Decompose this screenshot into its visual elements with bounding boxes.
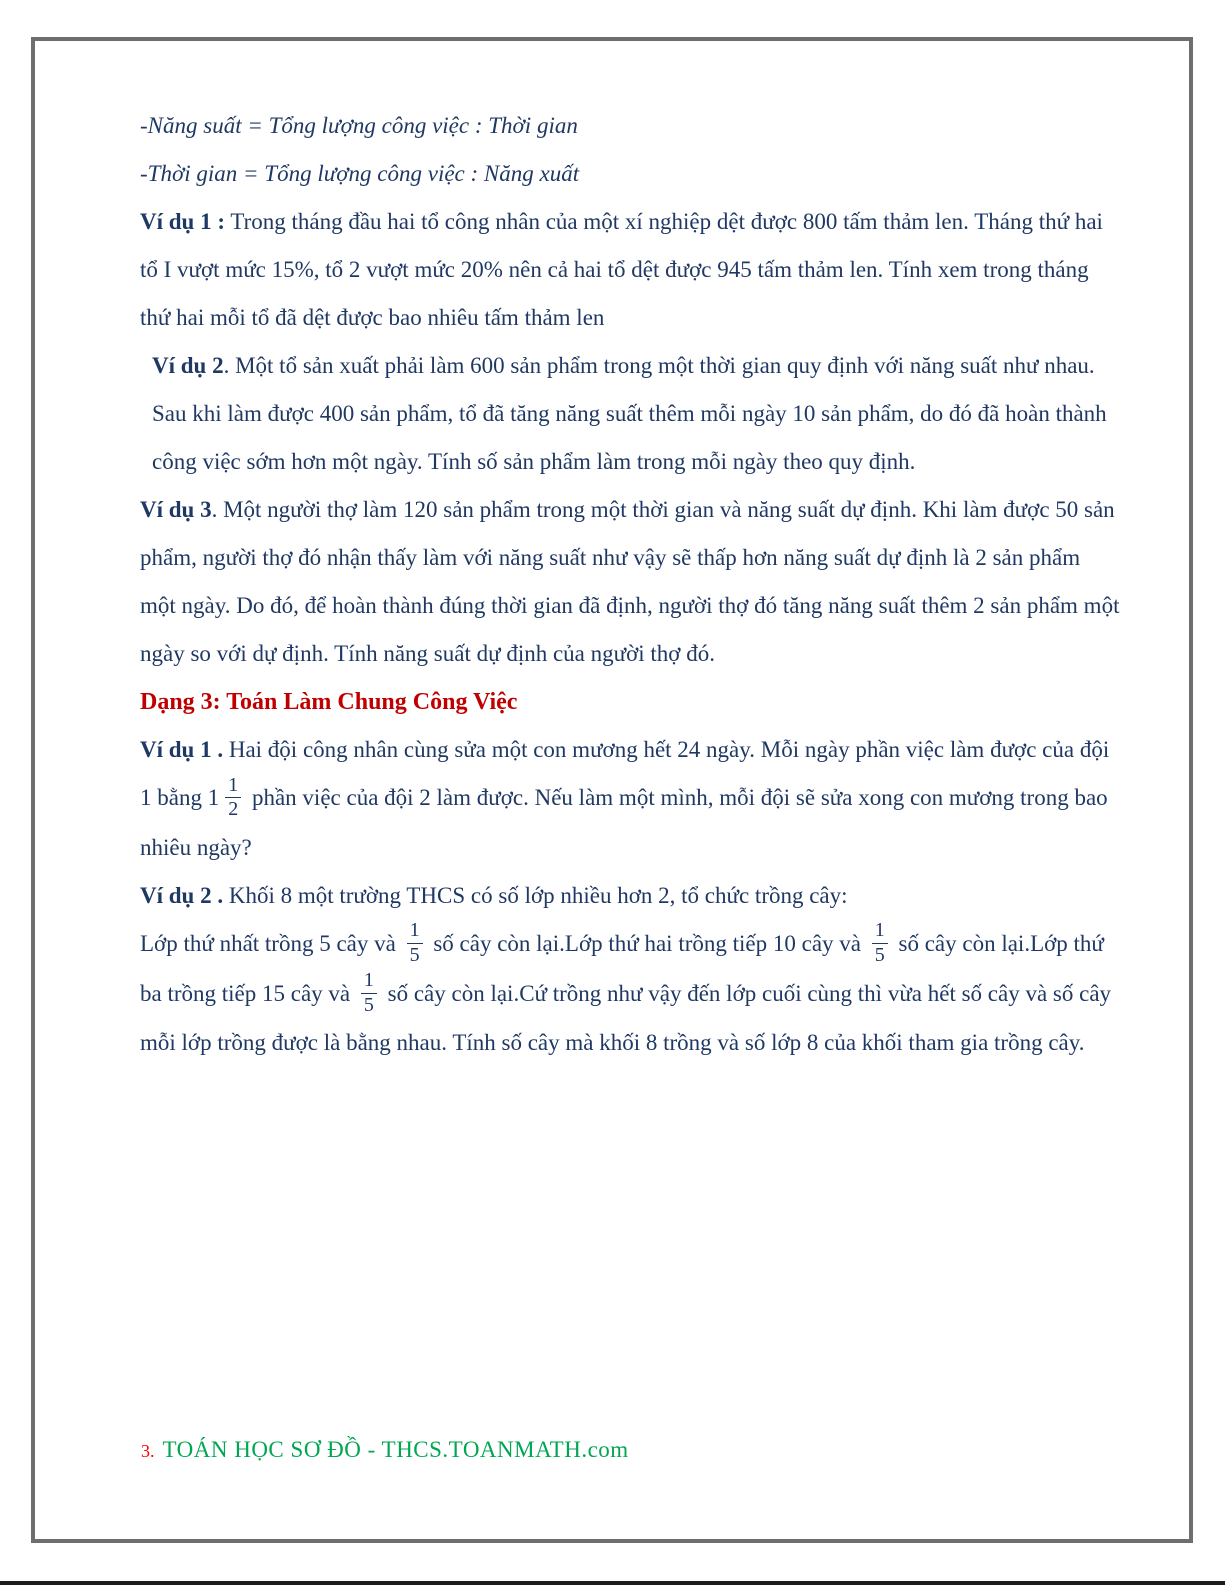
example-2-text: . Một tổ sản xuất phải làm 600 sản phẩm trong một thời gian quy định với năng suất như nhau. Sau khi làm được 400 sản phẩm, tổ đã tăng năng suất thêm mỗi ngày 10 sản phẩm, do đó đã hoàn thành công việc sớm hơn một ngày. Tính số sản phẩm làm trong mỗi ngày theo quy định. xyxy=(152,353,1107,474)
example-1-text: Trong tháng đầu hai tổ công nhân của một xí nghiệp dệt được 800 tấm thảm len. Tháng thứ hai tổ I vượt mức 15%, tổ 2 vượt mức 20% nên cả hai tổ dệt được 945 tấm thảm len. Tính xem trong tháng thứ hai mỗi tổ đã dệt được bao nhiêu tấm thảm len xyxy=(140,209,1103,330)
screenshot-bottom-edge-line xyxy=(0,1581,1225,1585)
footer-page-number: 3. xyxy=(141,1441,155,1461)
fraction-one-fifth xyxy=(407,919,423,967)
section3-example-2-seg4: số cây còn lại.Cứ trồng như vậy đến lớp cuối cùng thì vừa hết số cây và số cây mỗi lớp trồng được là bằng nhau. Tính số cây mà khối 8 trồng và số lớp 8 của khối tham gia trồng cây. xyxy=(140,980,1112,1056)
fraction-one-half xyxy=(225,774,241,822)
paragraph-example-1 xyxy=(140,198,1120,342)
section-3-heading: Dạng 3: Toán Làm Chung Công Việc xyxy=(140,689,518,715)
example-3-text: . Một người thợ làm 120 sản phẩm trong một thời gian và năng suất dự định. Khi làm được 50 sản phẩm, người thợ đó nhận thấy làm với năng suất như vậy sẽ thấp hơn năng suất dự định là 2 sản phẩm một ngày. Do đó, để hoàn thành đúng thời gian đã định, người thợ đó tăng năng suất thêm 2 sản phẩm một ngày so với dự định. Tính năng suất dự định của người thợ đó. xyxy=(140,497,1120,666)
page-footer xyxy=(141,1433,629,1470)
section3-example-2-seg1: Lớp thứ nhất trồng 5 cây và xyxy=(140,930,402,956)
fraction-denominator: 5 xyxy=(409,944,420,967)
fraction-one-fifth xyxy=(361,969,377,1017)
section3-example-2-seg3: số cây còn lại.Lớp thứ ba trồng tiếp 15 cây và xyxy=(140,930,1104,1006)
section3-example-2-intro: Khối 8 một trường THCS có số lớp nhiều hơn 2, tổ chức trồng cây: xyxy=(223,882,848,908)
mixed-number-one-and-half xyxy=(207,773,247,821)
document-content xyxy=(140,102,1120,1067)
fraction-denominator: 5 xyxy=(363,993,374,1016)
fraction-numerator: 1 xyxy=(361,969,377,994)
fraction-numerator: 1 xyxy=(407,919,423,944)
section3-example-2-label: Ví dụ 2 . xyxy=(140,882,224,908)
example-2-label: Ví dụ 2 xyxy=(152,353,224,378)
section3-example-1-label: Ví dụ 1 . xyxy=(140,737,224,762)
paragraph-example-2 xyxy=(140,342,1120,486)
example-3-label: Ví dụ 3 xyxy=(140,497,212,522)
formula-line-productivity: -Năng suất = Tổng lượng công việc : Thời gian xyxy=(140,113,578,138)
paragraph-section3-example-1 xyxy=(140,726,1120,872)
footer-brand-text: TOÁN HỌC SƠ ĐỒ - THCS.TOANMATH.com xyxy=(162,1437,629,1462)
fraction-denominator: 5 xyxy=(874,944,885,967)
example-1-label: Ví dụ 1 : xyxy=(140,209,225,234)
mixed-number-whole: 1 xyxy=(207,785,220,810)
fraction-one-fifth xyxy=(872,919,888,967)
formula-line-time: -Thời gian = Tổng lượng công việc : Năng xuất xyxy=(140,161,580,186)
fraction-numerator: 1 xyxy=(225,774,241,799)
section3-example-1-text-after: phần việc của đội 2 làm được. Nếu làm một mình, mỗi đội sẽ sửa xong con mương trong bao nhiêu ngày? xyxy=(140,785,1108,860)
paragraph-section3-example-2 xyxy=(140,872,1120,1068)
fraction-numerator: 1 xyxy=(872,919,888,944)
fraction-denominator: 2 xyxy=(228,798,239,821)
section3-example-2-seg2: số cây còn lại.Lớp thứ hai trồng tiếp 10 cây và xyxy=(427,930,867,956)
paragraph-example-3 xyxy=(140,486,1120,678)
section3-example-1-text-before: Hai đội công nhân cùng sửa một con mương hết 24 ngày. Mỗi ngày phần việc làm được của đội 1 bằng xyxy=(140,737,1110,810)
